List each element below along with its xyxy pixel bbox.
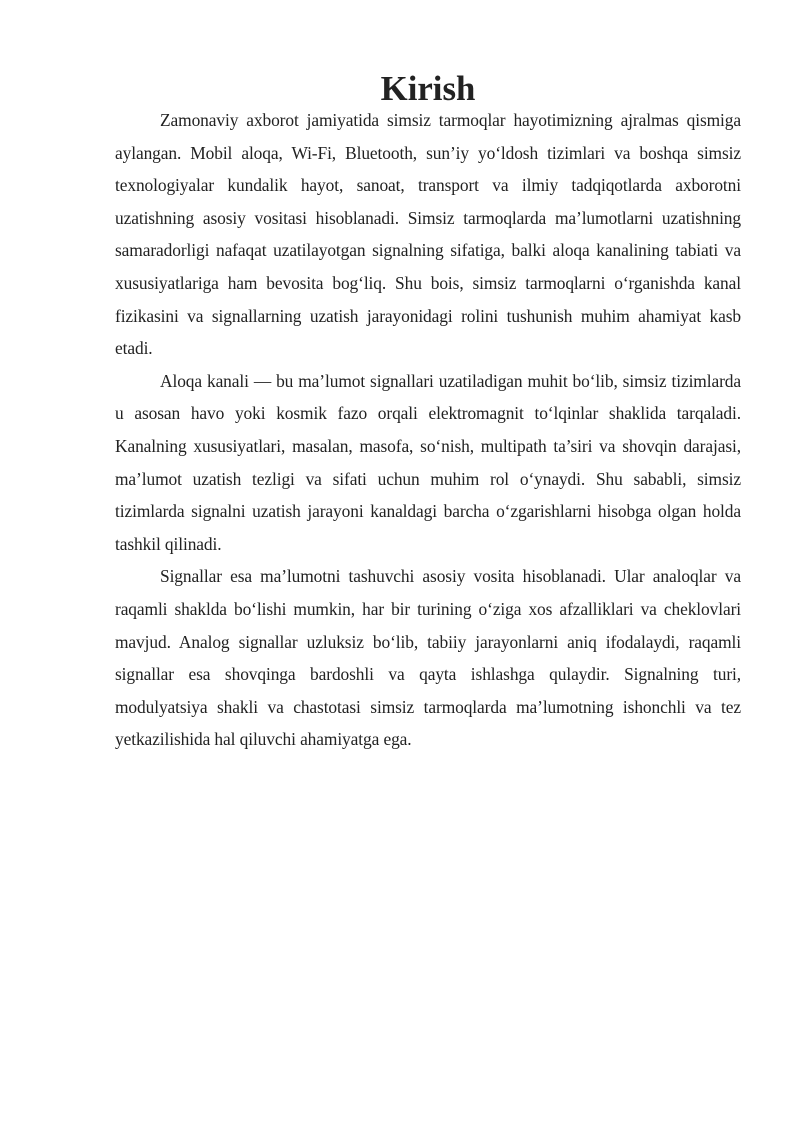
paragraph-signals: Signallar esa ma’lumotni tashuvchi asosiy vosita hisoblanadi. Ular analoqlar va raqamli shaklda bo‘lishi mumkin, har bir turining o‘ziga xos afzalliklari va cheklovlari mavjud. Analog signallar uzluksiz bo‘lib, tabiiy jarayonlarni aniq ifodalaydi, raqamli signallar esa shovqinga bardoshli va qayta ishlashga qulaydir. Signalning turi, modulyatsiya shakli va chastotasi simsiz tarmoqlarda ma’lumotning ishonchli va tez yetkazilishida hal qiluvchi ahamiyatga ega. (115, 566, 741, 750)
paragraph-channel: Aloqa kanali — bu ma’lumot signallari uzatiladigan muhit bo‘lib, simsiz tizimlarda u asosan havo yoki kosmik fazo orqali elektromagnit to‘lqinlar shaklida tarqaladi. Kanalning xususiyatlari, masalan, masofa, so‘nish, multipath ta’siri va shovqin darajasi, ma’lumot uzatish tezligi va sifati uchun muhim rol o‘ynaydi. Shu sababli, simsiz tizimlarda signalni uzatish jarayoni kanaldagi barcha o‘zgarishlarni hisobga olgan holda tashkil qilinadi. (115, 370, 741, 554)
page-title: Kirish (380, 69, 476, 108)
paragraph-intro: Zamonaviy axborot jamiyatida simsiz tarmoqlar hayotimizning ajralmas qismiga aylangan. Mobil aloqa, Wi-Fi, Bluetooth, sun’iy yo‘ldosh tizimlari va boshqa simsiz texnologiyalar kundalik hayot, sanoat, transport va ilmiy tadqiqotlarda axborotni uzatishning asosiy vositasi hisoblanadi. Simsiz tarmoqlarda ma’lumotlarni uzatishning samaradorligi nafaqat uzatilayotgan signalning sifatiga, balki aloqa kanalining tabiati va xususiyatlariga ham bevosita bog‘liq. Shu bois, simsiz tarmoqlarni o‘rganishda kanal fizikasini va signallarning uzatish jarayonidagi rolini tushunish muhim ahamiyat kasb etadi. (115, 110, 741, 359)
document-body (115, 69, 741, 756)
